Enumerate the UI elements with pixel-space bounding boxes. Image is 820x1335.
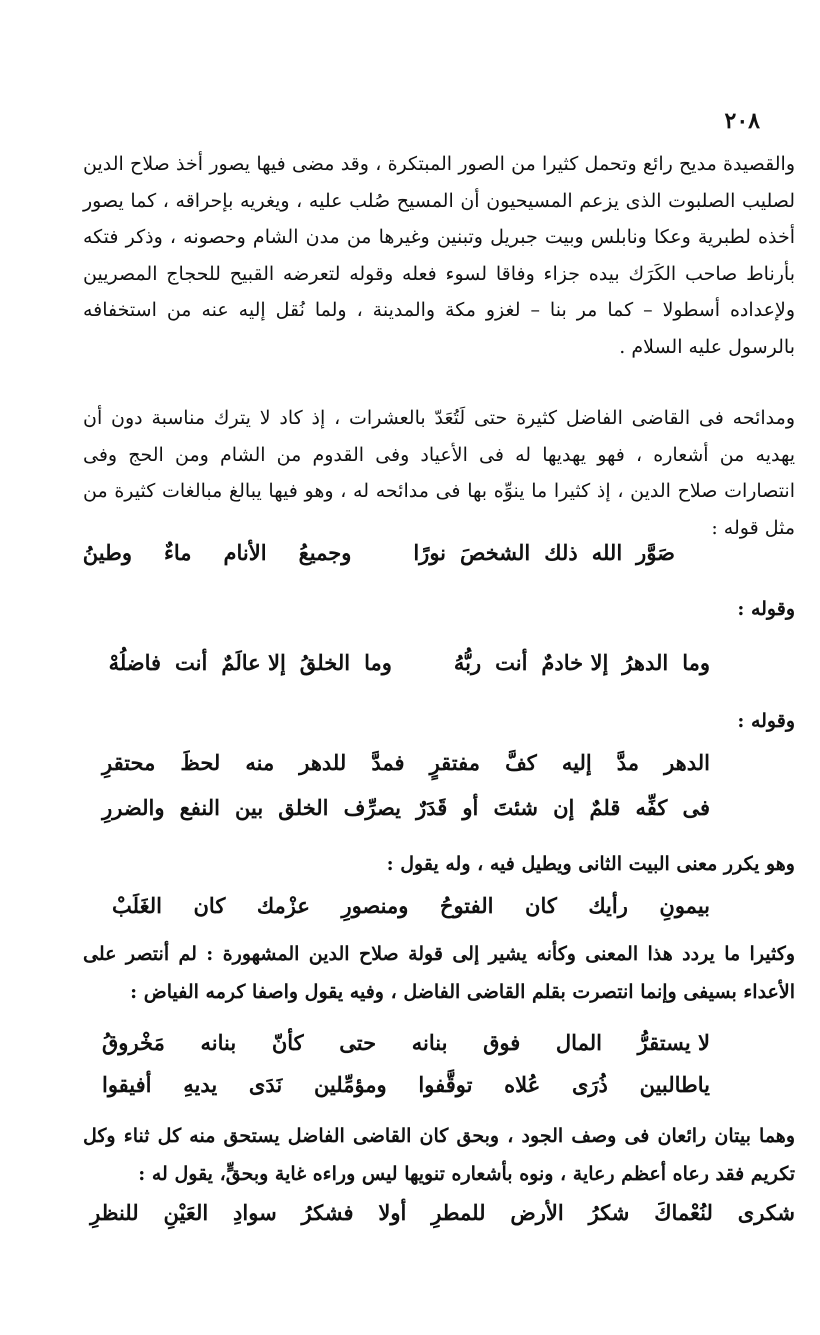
verse-word: نَدَى <box>248 1072 283 1097</box>
verse-word: كأنّ <box>271 1030 304 1055</box>
quote-intro-2: وقوله : <box>737 710 795 732</box>
verse-word: مفتقرٍ <box>429 750 481 775</box>
verse-word: فاضلُهْ <box>108 650 162 675</box>
verse-5 <box>112 893 710 918</box>
verse-word: كفِّه <box>635 795 668 820</box>
verse-word: إلا خادمٌ <box>541 650 609 675</box>
verse-word: الله <box>591 540 623 565</box>
page-number: ٢٠٨ <box>724 108 760 134</box>
verse-word: إليه <box>561 750 592 775</box>
verse-word: شئتَ <box>493 795 539 820</box>
verse-word: شكرُ <box>588 1200 630 1225</box>
verse-word: الخلق <box>278 795 329 820</box>
quote-intro-1: وقوله : <box>737 598 795 620</box>
verse-word: قَدَرٌ <box>416 795 448 820</box>
verse-word: وما <box>364 650 392 675</box>
verse-word: النفع <box>179 795 220 820</box>
verse-word: كفَّ <box>505 750 537 775</box>
paragraph-qadi-fadil-praise: ومدائحه فى القاضى الفاضل كثيرة حتى لَتُعَدّ بالعشرات ، إذ كاد لا يترك مناسبة دون أن يهديه من أشعاره ، فهو يهديها له فى الأعياد وفى القدوم من الشام ومن الحج وفى انتصارات صلاح الدين ، إذ كثيرا ما ينوِّه بها فى مدائحه له ، وهو فيها يبالغ مبالغات كثيرة من مثل قوله : <box>83 407 795 539</box>
verse-6 <box>102 1030 710 1055</box>
verse-word: صَوَّر <box>636 540 675 565</box>
verse-word: نورًا <box>413 540 447 565</box>
verse-word: أنت <box>175 650 208 675</box>
verse-word: أولا <box>378 1200 407 1225</box>
verse-word: بنانه <box>200 1030 237 1055</box>
verse-word: الدهر <box>664 750 710 775</box>
verse-word: مَخْروقُ <box>102 1030 165 1055</box>
verse-word: الفتوحُ <box>439 893 494 918</box>
verse-word: ذلك <box>544 540 578 565</box>
paragraph-salah-saying: وكثيرا ما يردد هذا المعنى وكأنه يشير إلى قولة صلاح الدين المشهورة : لم أنتصر على الأعداء بسيفى وإنما انتصرت بقلم القاضى الفاضل ، وفيه يقول واصفا كرمه الفياض : <box>83 943 795 1003</box>
verse-word: رأيك <box>588 893 628 918</box>
verse-word: الأنام <box>223 540 267 565</box>
verse-word: كان <box>525 893 557 918</box>
verse-word: توقَّفوا <box>418 1072 473 1097</box>
verse-word: الخلقُ <box>299 650 351 675</box>
verse-word: المال <box>555 1030 602 1055</box>
verse-word: الدهرُ <box>622 650 669 675</box>
verse-4 <box>102 795 710 820</box>
verse-word: العَيْنِ <box>163 1200 209 1225</box>
verse-word: الشخصَ <box>460 540 531 565</box>
verse-word: ومؤمِّلين <box>313 1072 387 1097</box>
verse-word: وجميعُ <box>298 540 352 565</box>
verse-word: الغَلَبْ <box>112 893 162 918</box>
paragraph-two-verses: وهما بيتان رائعان فى وصف الجود ، وبحق كان القاضى الفاضل يستحق منه كل ثناء وكل تكريم فقد رعاه أعظم رعاية ، ونوه بأشعاره تنويها ليس وراءه غاية وبحقٍّ، يقول له : <box>83 1125 795 1185</box>
verse-word: محتقرِ <box>102 750 156 775</box>
verse-word: إلا عالَمٌ <box>221 650 286 675</box>
verse-word: فشكرُ <box>301 1200 354 1225</box>
verse-word: كان <box>193 893 226 918</box>
verse-word: شكرى <box>737 1200 795 1225</box>
verse-7 <box>102 1072 710 1097</box>
verse-word: قلمٌ <box>589 795 621 820</box>
verse-word: بيمونِ <box>659 893 710 918</box>
verse-word: فوق <box>483 1030 521 1055</box>
verse-word: لا يستقرُّ <box>637 1030 710 1055</box>
verse-word: للنظرِ <box>90 1200 139 1225</box>
verse-word: فى <box>682 795 710 820</box>
verse-1 <box>83 540 675 565</box>
verse-word: مدَّ <box>616 750 640 775</box>
verse-8 <box>90 1200 795 1225</box>
verse-word: أو <box>462 795 479 820</box>
verse-word: للمطرِ <box>431 1200 486 1225</box>
verse-word: بنانه <box>411 1030 448 1055</box>
verse-word: سوادِ <box>233 1200 277 1225</box>
verse-word: وما <box>682 650 710 675</box>
verse-word: فمدَّ <box>371 750 405 775</box>
verse-word: منه <box>245 750 275 775</box>
verse-word: بين <box>235 795 264 820</box>
verse-word: للدهر <box>299 750 347 775</box>
verse-word: إن <box>553 795 575 820</box>
paragraph-repeats-meaning: وهو يكرر معنى البيت الثانى ويطيل فيه ، وله يقول : <box>386 853 795 875</box>
verse-word: يديهِ <box>183 1072 218 1097</box>
verse-word: ماءٌ <box>163 540 192 565</box>
verse-word: وطينُ <box>82 540 132 565</box>
paragraph-saladin-poem: والقصيدة مديح رائع وتحمل كثيرا من الصور المبتكرة ، وقد مضى فيها يصور أخذ صلاح الدين لصليب الصلبوت الذى يزعم المسيحيون أن المسيح صُلب عليه ، ويغريه بإحراقه ، كما يصور أخذه لطبرية وعكا ونابلس وبيت جبريل وتبنين وغيرها من مدن الشام وحصونه ، وذكر فتكه بأرناط صاحب الكَرَك بيده جزاء وفاقا لسوء فعله وقوله لتعرضه القبيح للحجاج المصريين ولإعداده أسطولا – كما مر بنا – لغزو مكة والمدينة ، ولما نُقل إليه عنه من استخفافه بالرسول عليه السلام . <box>83 153 795 358</box>
verse-word: أنت <box>495 650 528 675</box>
verse-word: والضررِ <box>102 795 165 820</box>
verse-word: لنُعْماكَ <box>654 1200 713 1225</box>
verse-word: ربُّهُ <box>453 650 482 675</box>
verse-3 <box>102 750 710 775</box>
verse-word: ذُرَى <box>571 1072 608 1097</box>
verse-word: الأرض <box>510 1200 564 1225</box>
verse-word: عُلاه <box>504 1072 541 1097</box>
verse-word: حتى <box>339 1030 377 1055</box>
verse-word: ياطالبين <box>639 1072 710 1097</box>
verse-2 <box>109 650 710 675</box>
verse-word: لحظَ <box>180 750 221 775</box>
verse-word: ومنصورِ <box>341 893 409 918</box>
verse-word: يصرِّف <box>343 795 402 820</box>
verse-word: أفيقوا <box>102 1072 152 1097</box>
verse-word: عزْمك <box>256 893 310 918</box>
